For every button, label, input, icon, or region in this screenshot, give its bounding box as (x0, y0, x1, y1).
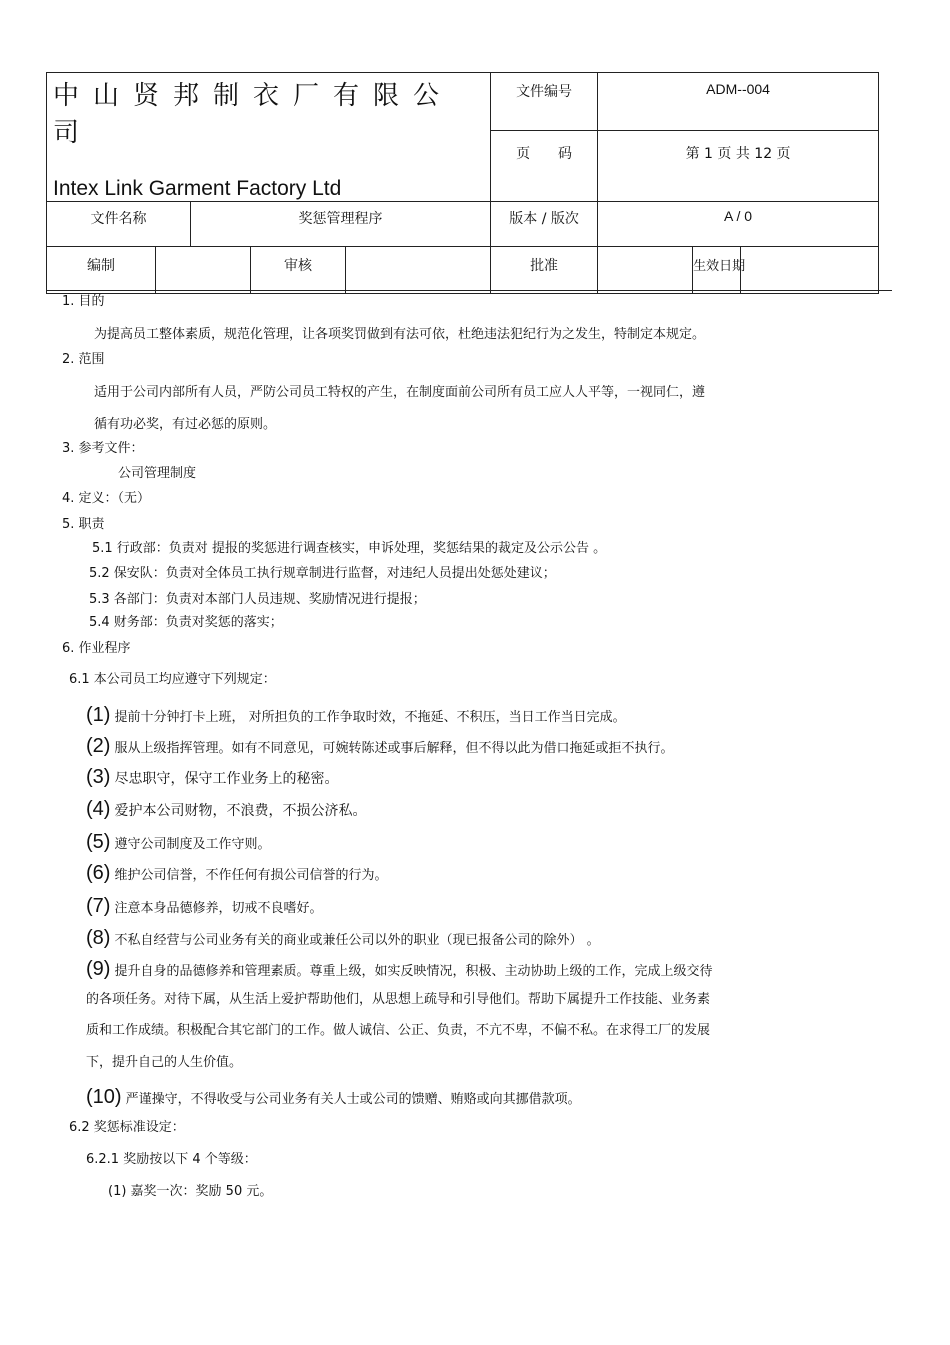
prepared-by-value (156, 247, 251, 294)
document-header-table (46, 72, 879, 294)
company-name-cell (47, 73, 491, 202)
section-5-3: 5.3 各部门：负责对本部门人员违规、奖励情况进行提报； (89, 592, 426, 607)
section-3-text: 公司管理制度 (118, 466, 197, 481)
section-5-1: 5.1 行政部：负责对 提报的奖惩进行调查核实，申诉处理，奖惩结果的裁定及公示公告 。 (92, 541, 607, 556)
page-value: 第 1 页 共 12 页 (598, 131, 879, 202)
section-6-1: 6.1 本公司员工均应遵守下列规定： (69, 672, 276, 687)
doc-no-label: 文件编号 (491, 73, 598, 131)
section-2-title: 2. 范围 (62, 352, 105, 367)
rule-item: (10) 严谨操守，不得收受与公司业务有关人士或公司的馈赠、贿赂或向其挪借款项。 (86, 1086, 581, 1108)
reward-level-1: (1) 嘉奖一次：奖励 50 元。 (108, 1184, 273, 1199)
version-label: 版本 / 版次 (491, 202, 598, 247)
section-2-text-line2: 循有功必奖，有过必惩的原则。 (94, 417, 277, 432)
section-6-title: 6. 作业程序 (62, 641, 131, 656)
company-name-cn: 中山贤邦制衣厂有限公司 (53, 81, 454, 148)
rule-item: (5) 遵守公司制度及工作守则。 (86, 831, 271, 853)
rule-item: (6) 维护公司信誉，不作任何有损公司信誉的行为。 (86, 862, 388, 884)
header-divider (46, 290, 892, 291)
rule-9-line2: 的各项任务。对待下属，从生活上爱护帮助他们，从思想上疏导和引导他们。帮助下属提升工作技能、业务素 (86, 992, 711, 1007)
rule-item: (4) 爱护本公司财物，不浪费，不损公济私。 (86, 798, 367, 820)
section-5-4: 5.4 财务部：负责对奖惩的落实； (89, 615, 283, 630)
page-label: 页 码 (491, 131, 598, 202)
doc-name-label: 文件名称 (47, 202, 191, 247)
rule-item: (7) 注意本身品德修养，切戒不良嗜好。 (86, 895, 323, 917)
section-1-title: 1. 目的 (62, 294, 105, 309)
section-5-title: 5. 职责 (62, 517, 105, 532)
reviewed-by-value (346, 247, 491, 294)
section-6-2: 6.2 奖惩标准设定： (69, 1120, 185, 1135)
rule-9-line4: 下，提升自己的人生价值。 (86, 1055, 243, 1070)
approved-by-label: 批准 (491, 247, 598, 294)
rule-item: (3) 尽忠职守，保守工作业务上的秘密。 (86, 766, 339, 788)
rule-item: (8) 不私自经营与公司业务有关的商业或兼任公司以外的职业（现已报备公司的除外） 。 (86, 927, 600, 949)
rule-9-line3: 质和工作成绩。积极配合其它部门的工作。做人诚信、公正、负责，不亢不卑，不偏不私。在求得工厂的发展 (86, 1023, 711, 1038)
approved-by-value (598, 247, 693, 294)
section-1-text: 为提高员工整体素质，规范化管理，让各项奖罚做到有法可依，杜绝违法犯纪行为之发生，特制定本规定。 (94, 327, 706, 342)
section-5-2: 5.2 保安队：负责对全体员工执行规章制进行监督，对违纪人员提出处惩处建议； (89, 566, 556, 581)
section-2-text-line1: 适用于公司内部所有人员，严防公司员工特权的产生，在制度面前公司所有员工应人人平等，一视同仁，遵 (94, 385, 706, 400)
effective-date-label: 生效日期 (693, 247, 741, 294)
version-value: A / 0 (598, 202, 879, 247)
doc-no-value: ADM--004 (598, 73, 879, 131)
section-6-2-1: 6.2.1 奖励按以下 4 个等级： (86, 1152, 257, 1167)
prepared-by-label: 编制 (47, 247, 156, 294)
reviewed-by-label: 审核 (251, 247, 346, 294)
rule-item: (2) 服从上级指挥管理。如有不同意见，可婉转陈述或事后解释，但不得以此为借口拖延或拒不执行。 (86, 735, 674, 757)
section-3-title: 3. 参考文件： (62, 441, 144, 456)
doc-name-value: 奖惩管理程序 (191, 202, 491, 247)
effective-date-value (741, 247, 879, 294)
rule-item: (1) 提前十分钟打卡上班， 对所担负的工作争取时效，不拖延、不积压，当日工作当日完成。 (86, 704, 626, 726)
rule-item: (9) 提升自身的品德修养和管理素质。尊重上级，如实反映情况，积极、主动协助上级的工作，完成上级交待 (86, 958, 713, 980)
company-name-en: Intex Link Garment Factory Ltd (53, 177, 342, 200)
section-4-title: 4. 定义：（无） (62, 491, 151, 506)
